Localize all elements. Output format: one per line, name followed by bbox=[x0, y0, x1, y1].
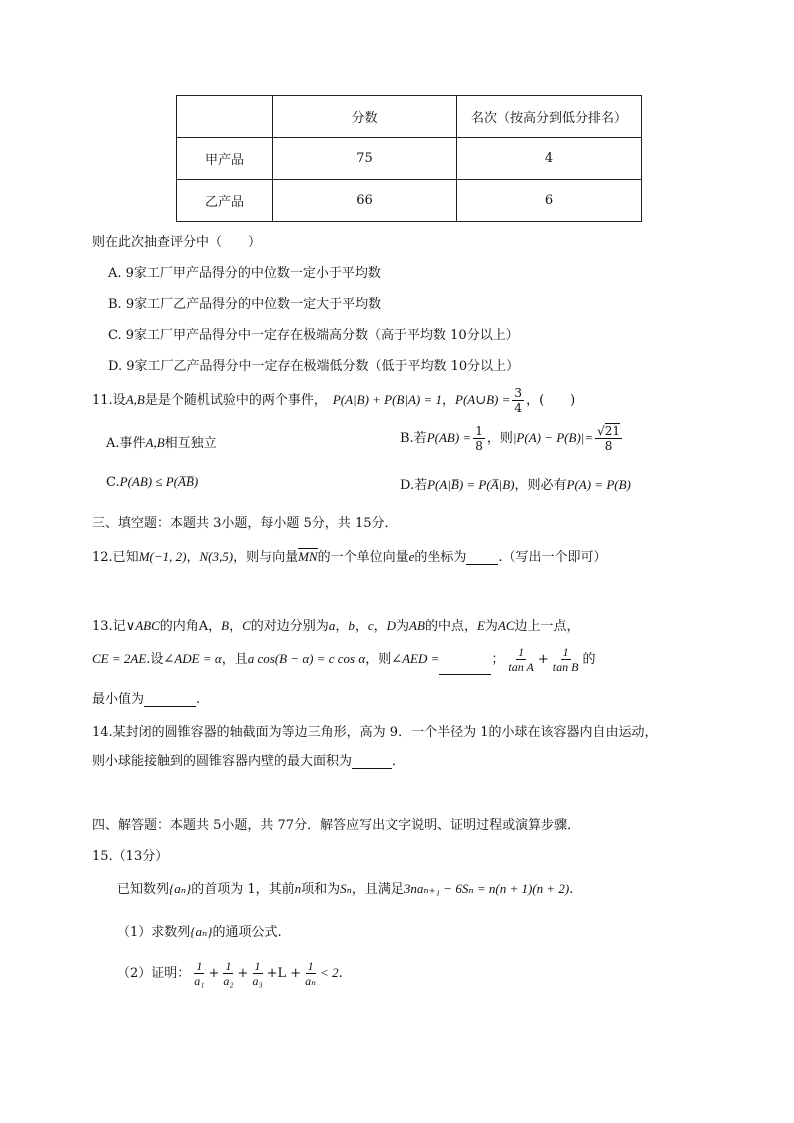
q11-optd-expr2: P(A) = P(B) bbox=[566, 477, 631, 492]
q11-optb-den: 8 bbox=[475, 439, 483, 453]
q15-frac2-num: 1 bbox=[225, 959, 232, 973]
q13-frac1-den: tan A bbox=[508, 660, 534, 674]
q13-l2-e: 的 bbox=[582, 652, 596, 667]
q13-l1-B: B bbox=[221, 618, 230, 633]
q12-vector: MN bbox=[298, 549, 318, 564]
q13-triangle: ∨ABC bbox=[125, 618, 160, 633]
q11-optb-mid: ，则 bbox=[486, 431, 513, 446]
q12-suffix: 的坐标为 bbox=[414, 550, 467, 565]
q15-lt: < 2 bbox=[320, 965, 339, 980]
table-header-cell bbox=[177, 96, 273, 138]
q11-optd-prefix: D.若 bbox=[400, 478, 428, 493]
q14-l2-text: 则小球能接触到的圆锥容器内壁的最大面积为 bbox=[92, 754, 353, 769]
q13-answer-blank-2[interactable] bbox=[144, 694, 196, 707]
q13-l2-a: .设 bbox=[146, 652, 164, 667]
table-row bbox=[177, 138, 642, 180]
q15-p1-b: 的通项公式. bbox=[212, 925, 282, 940]
q13-line3 bbox=[92, 688, 200, 707]
q15-frac3-num: 1 bbox=[254, 959, 261, 973]
q13-l1-c2: c bbox=[367, 618, 374, 633]
q10-option-b: B. 9家工厂乙产品得分的中位数一定大于平均数 bbox=[108, 297, 382, 312]
q13-l1-AC: AC bbox=[497, 618, 515, 633]
q15-plus-1: + bbox=[208, 966, 220, 981]
table-cell: 乙产品 bbox=[177, 180, 273, 222]
q11-option-a bbox=[106, 432, 217, 451]
table-cell: 6 bbox=[457, 180, 642, 222]
q15-p1-seq: {aₙ} bbox=[190, 924, 213, 939]
q13-l1-d: 的对边分别为 bbox=[250, 619, 329, 634]
q13-l1-k: 边上一点， bbox=[514, 619, 580, 634]
q13-l1-D: D bbox=[386, 618, 397, 633]
q11-option-d bbox=[400, 474, 631, 493]
q13-l1-h: 为 bbox=[396, 619, 410, 634]
q15-part1 bbox=[117, 921, 282, 940]
q11-optc-expr: P(AB) ≤ P(A̅B̅) bbox=[119, 474, 199, 489]
q13-answer-blank-1[interactable] bbox=[439, 662, 491, 675]
q15-part2 bbox=[117, 958, 343, 989]
q12-prefix: 12.已知 bbox=[92, 550, 139, 565]
table-cell: 甲产品 bbox=[177, 138, 273, 180]
q10-stem: 则在此次抽查评分中（ ） bbox=[92, 235, 262, 250]
table-cell: 66 bbox=[273, 180, 457, 222]
q13-l1-E: E bbox=[476, 618, 485, 633]
q15-p2-frac1 bbox=[192, 959, 206, 988]
q13-l1-f: ， bbox=[354, 619, 368, 634]
q15-p2-fracn bbox=[303, 959, 318, 988]
q11-vars: A,B bbox=[125, 392, 145, 407]
table-header-cell: 名次（按高分到低分排名） bbox=[457, 96, 642, 138]
q10-option-d: D. 9家工厂乙产品得分中一定存在极端低分数（低于平均数 10分以上） bbox=[108, 359, 520, 374]
q11-optb-rden: 8 bbox=[604, 439, 613, 453]
q13-l1-g: ， bbox=[373, 619, 387, 634]
q13-l3-text: 最小值为 bbox=[92, 692, 145, 707]
q13-frac2 bbox=[551, 645, 581, 674]
q13-l2-b: ，且 bbox=[221, 652, 248, 667]
q13-line2 bbox=[92, 644, 595, 675]
q13-l3-end: . bbox=[196, 692, 201, 707]
q11-opta-suffix: 相互独立 bbox=[164, 436, 217, 451]
q11-optb-frac bbox=[473, 424, 485, 453]
q12-answer-blank[interactable] bbox=[466, 552, 498, 565]
q15-frac1-num: 1 bbox=[196, 959, 203, 973]
q11-frac bbox=[512, 386, 524, 415]
q15-n: n bbox=[294, 881, 302, 896]
q15-frac1-den: a₁ bbox=[194, 974, 205, 988]
q13-l2-angle2: ∠AED = bbox=[391, 651, 440, 666]
q13-l1-e: ， bbox=[335, 619, 349, 634]
q14-tail: ． bbox=[392, 754, 406, 769]
q13-l1-j: 为 bbox=[484, 619, 498, 634]
q15-plus-2: + bbox=[237, 966, 249, 981]
q15-p2-end: . bbox=[338, 966, 343, 981]
q15-fracn-num: 1 bbox=[307, 959, 314, 973]
q13-l1-a2: a bbox=[328, 618, 336, 633]
q15-stem-c: 项和为 bbox=[301, 882, 341, 897]
q15-frac2-den: a₂ bbox=[223, 974, 234, 988]
q11-optb-rfrac bbox=[595, 424, 622, 453]
q15-p2-frac2 bbox=[221, 959, 235, 988]
q11-sep: ， bbox=[442, 393, 456, 408]
q13-line1 bbox=[92, 615, 580, 634]
table-row bbox=[177, 180, 642, 222]
q11-option-c bbox=[106, 474, 198, 490]
q15-frac3-den: a₃ bbox=[252, 974, 263, 988]
q11-frac-den: 4 bbox=[514, 401, 523, 415]
q15-sn: Sₙ bbox=[340, 881, 352, 896]
q11-option-b bbox=[400, 424, 624, 453]
q11-optb-left: P(AB) = bbox=[426, 430, 472, 445]
q11-optb-expr: |P(A) − P(B)|= bbox=[512, 430, 594, 445]
q15-fracn-den: aₙ bbox=[305, 974, 317, 988]
q12-mid2: 的一个单位向量 bbox=[317, 550, 409, 565]
q11-optb-rnum-wrap: √21 bbox=[597, 424, 621, 438]
q15-p2-a: （2）证明： bbox=[117, 966, 191, 981]
q12-mid: ，则与向量 bbox=[233, 550, 299, 565]
q13-frac1-num: 1 bbox=[518, 645, 525, 659]
q12-e: e bbox=[408, 549, 415, 564]
q13-l1-b: 的内角A， bbox=[159, 619, 222, 634]
q11-mid: 是是个随机试验中的两个事件， bbox=[144, 393, 327, 408]
q15-stem-a: 已知数列 bbox=[117, 882, 170, 897]
q15-seq: {aₙ} bbox=[169, 881, 192, 896]
section-4-heading: 四、解答题：本题共 5小题，共 77分．解答应写出文字说明、证明过程或演算步骤． bbox=[92, 818, 581, 833]
table-header-row bbox=[177, 96, 642, 138]
q15-stem-d: ，且满足 bbox=[351, 882, 404, 897]
q12-point-n: N(3,5) bbox=[199, 549, 234, 564]
q11-optb-rnum: 21 bbox=[604, 424, 621, 438]
q13-l1-c: ， bbox=[229, 619, 243, 634]
q14-answer-blank[interactable] bbox=[352, 756, 392, 769]
q11-stem bbox=[92, 386, 575, 415]
q15-stem bbox=[117, 878, 573, 897]
q14-line1: 14.某封闭的圆锥容器的轴截面为等边三角形，高为 9．一个半径为 1的小球在该容器内自由运动， bbox=[92, 725, 658, 740]
q13-l2-eq: CE = 2AE bbox=[92, 651, 147, 666]
q13-frac2-den: tan B bbox=[552, 660, 579, 674]
q12-tail: .（写出一个即可） bbox=[498, 550, 607, 565]
table-cell: 75 bbox=[273, 138, 457, 180]
q11-optd-mid: ，则必有 bbox=[514, 478, 567, 493]
q12-sep: ， bbox=[186, 550, 200, 565]
score-table bbox=[176, 95, 642, 222]
q14-line2 bbox=[92, 750, 405, 769]
q13-l1-b2: b bbox=[348, 618, 355, 633]
q15-p2-frac3 bbox=[250, 959, 264, 988]
q13-l2-angle: ∠ADE = α bbox=[163, 651, 222, 666]
q11-opta-prefix: A.事件 bbox=[106, 436, 146, 451]
q11-opta-vars: A,B bbox=[145, 435, 165, 450]
q11-cond1: P(A|B) + P(B|A) = 1 bbox=[332, 392, 442, 407]
table-header-cell: 分数 bbox=[273, 96, 457, 138]
table-cell: 4 bbox=[457, 138, 642, 180]
q13-l1-AB: AB bbox=[409, 618, 425, 633]
q15-eq: 3naₙ₊₁ − 6Sₙ = n(n + 1)(n + 2) bbox=[403, 881, 570, 896]
section-3-heading: 三、填空题：本题共 3小题，每小题 5分，共 15分． bbox=[92, 516, 398, 531]
q11-prefix: 11.设 bbox=[92, 393, 126, 408]
q11-cond2-left: P(A∪B) = bbox=[455, 392, 511, 407]
q15-ellipsis: +L + bbox=[266, 966, 302, 981]
q11-frac-num: 3 bbox=[514, 386, 523, 400]
q11-optc-prefix: C. bbox=[106, 475, 120, 490]
q12-point-m: M(−1, 2) bbox=[138, 549, 187, 564]
q13-plus: + bbox=[537, 652, 549, 667]
q13-l1-C: C bbox=[242, 618, 251, 633]
q15-stem-b: 的首项为 1，其前 bbox=[191, 882, 295, 897]
q11-optd-expr1: P(A|B̅) = P(A̅|B) bbox=[427, 477, 515, 492]
q13-frac2-num: 1 bbox=[562, 645, 569, 659]
q13-l2-d: ； bbox=[491, 652, 505, 667]
q15-head: 15.（13分） bbox=[92, 849, 169, 864]
q12-stem bbox=[92, 546, 607, 565]
q15-stem-e: . bbox=[569, 882, 574, 897]
q11-optb-num: 1 bbox=[475, 424, 483, 438]
q11-tail: ，( ) bbox=[526, 393, 576, 408]
q15-p1-a: （1）求数列 bbox=[117, 925, 191, 940]
q13-l1-a: 13.记 bbox=[92, 619, 126, 634]
q11-optb-prefix: B.若 bbox=[400, 431, 427, 446]
q13-frac1 bbox=[506, 645, 535, 674]
q10-option-a: A. 9家工厂甲产品得分的中位数一定小于平均数 bbox=[108, 266, 381, 281]
q13-l2-eq2: a cos(B − α) = c cos α bbox=[247, 651, 366, 666]
q10-option-c: C. 9家工厂甲产品得分中一定存在极端高分数（高于平均数 10分以上） bbox=[108, 328, 519, 343]
q13-l1-i: 的中点， bbox=[424, 619, 477, 634]
q13-l2-c: ，则 bbox=[365, 652, 392, 667]
